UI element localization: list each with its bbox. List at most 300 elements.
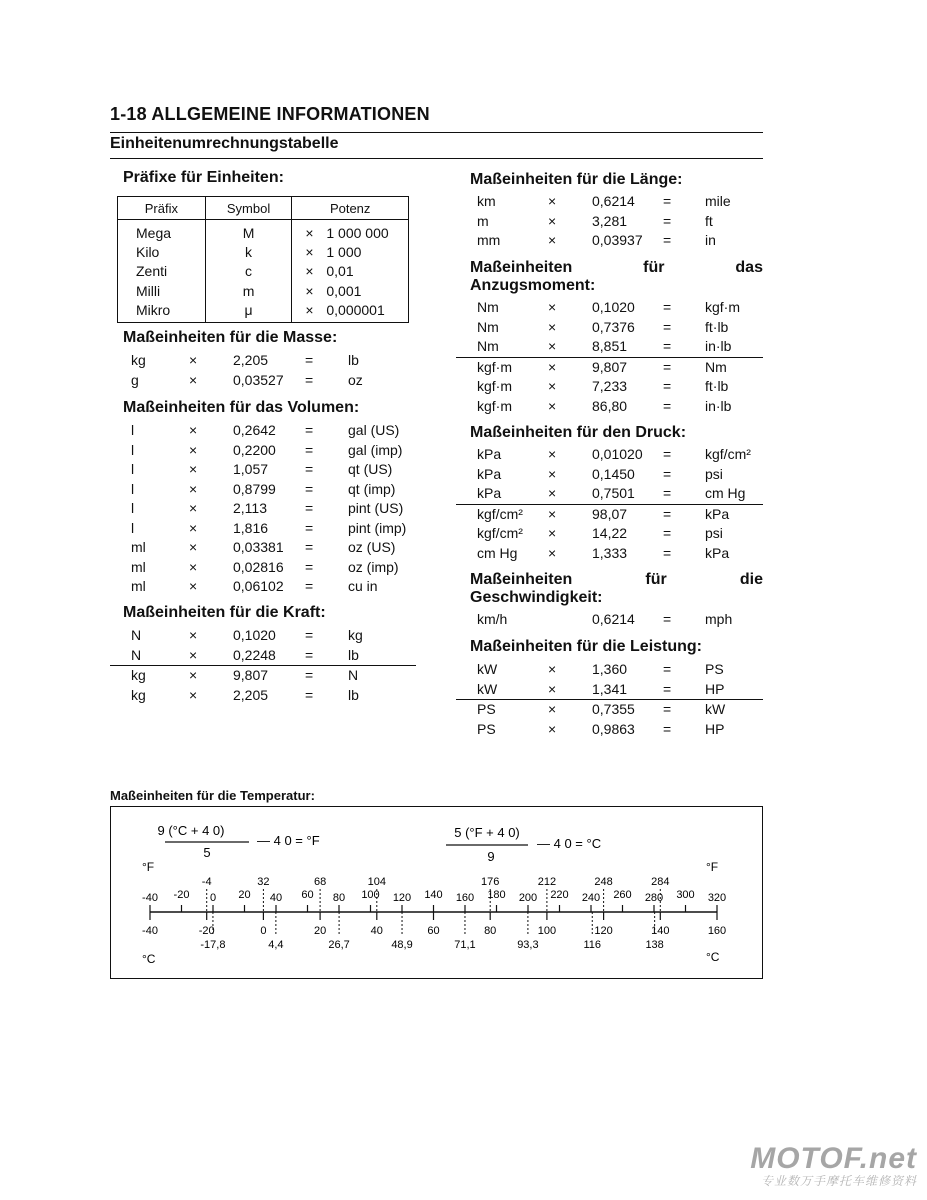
unit-to: kW (705, 701, 726, 717)
conversion-row (456, 465, 763, 485)
operator: × (548, 544, 557, 561)
operator: × (189, 578, 198, 594)
row-indent (456, 377, 477, 397)
factor: 0,02816 (233, 558, 284, 575)
watermark (750, 1142, 917, 1189)
times-sign: × (305, 244, 314, 261)
unit-to: lb (348, 646, 416, 666)
equals: = (305, 352, 314, 368)
equals: = (663, 505, 672, 522)
factor: 98,07 (592, 505, 628, 522)
fahrenheit-marker-label: 32 (257, 876, 270, 888)
equals: = (663, 544, 672, 561)
prefix-power (292, 262, 409, 281)
prefix-symbol: m (205, 281, 292, 300)
fahrenheit-marker-label: -4 (201, 876, 212, 888)
prefix-name: Kilo (118, 242, 206, 261)
fahrenheit-tick-label: -40 (142, 892, 158, 904)
celsius-marker-label: 71,1 (454, 939, 476, 951)
factor: 2,113 (233, 500, 267, 516)
unit-from: kgf·m (477, 378, 512, 394)
unit-from: kPa (477, 465, 502, 482)
celsius-tick-label: 20 (313, 925, 327, 937)
equals: = (663, 465, 672, 482)
unit-from: l (131, 422, 135, 438)
prefix-name: Zenti (118, 262, 206, 281)
equals: = (663, 318, 672, 335)
mass-title: Maßeinheiten für die Masse: (123, 329, 338, 346)
conversion-row (456, 231, 763, 251)
celsius-tick-label: -40 (142, 925, 158, 937)
unit-to: ft·lb (705, 378, 729, 394)
unit-to: pint (US) (348, 500, 404, 516)
speed-title-word: für (645, 571, 667, 588)
unit-to: ft·lb (705, 318, 729, 335)
operator: × (548, 465, 557, 482)
unit-from: l (131, 441, 135, 458)
force-title: Maßeinheiten für die Kraft: (123, 604, 326, 621)
prefix-row (118, 262, 409, 281)
conversion-row (456, 397, 763, 417)
conversion-row (456, 680, 763, 700)
operator: × (548, 318, 557, 335)
unit-to: qt (US) (348, 461, 393, 477)
operator: × (548, 446, 557, 462)
operator: × (189, 539, 198, 555)
torque-table (456, 298, 763, 416)
operator: × (548, 212, 557, 229)
factor: 2,205 (233, 686, 269, 703)
celsius-marker-label: 48,9 (391, 939, 413, 951)
equals: = (305, 539, 314, 555)
fahrenheit-marker-label: 212 (537, 876, 557, 888)
conversion-row (456, 192, 763, 212)
prefix-name: Mikro (118, 301, 206, 323)
conversion-row (456, 445, 763, 465)
unit-from: Nm (477, 299, 499, 315)
table-subtitle: Einheitenumrechnungstabelle (110, 135, 339, 152)
equals: = (663, 661, 672, 677)
conversion-row (456, 720, 763, 740)
factor: 0,2248 (233, 646, 305, 666)
operator: × (189, 500, 198, 516)
row-indent (456, 700, 477, 720)
unit-to: lb (348, 352, 359, 368)
heading-rule (110, 132, 763, 133)
celsius-tick-label: 80 (484, 925, 497, 937)
unit-from: kg (131, 667, 146, 683)
operator: × (189, 441, 198, 458)
fahrenheit-tick-label: -20 (173, 889, 190, 901)
operator: × (548, 720, 557, 737)
equals: = (663, 232, 672, 248)
equals: = (663, 378, 672, 394)
symbol-header: Symbol (205, 197, 292, 220)
factor: 0,1450 (592, 465, 635, 482)
unit-to: HP (705, 680, 763, 700)
factor: 9,807 (233, 667, 269, 683)
conversion-row (456, 700, 763, 720)
row-indent (110, 626, 131, 646)
unit-from: PS (477, 701, 496, 717)
row-indent (456, 231, 477, 251)
celsius-unit-label: °C (142, 952, 156, 966)
torque-title-line2: Anzugsmoment: (470, 277, 596, 294)
fahrenheit-tick-label: 280 (644, 892, 664, 904)
conversion-row (456, 377, 763, 397)
operator: × (548, 193, 557, 209)
conversion-row (456, 524, 763, 544)
unit-from: kgf·m (477, 397, 512, 414)
factor: 1,341 (592, 680, 663, 700)
celsius-tick-label: 0 (260, 925, 267, 937)
factor: 0,01020 (592, 446, 643, 462)
watermark-tagline: 专业数万手摩托车维修资料 (760, 1174, 917, 1188)
unit-to: kgf/cm² (705, 446, 751, 462)
conversion-row (456, 484, 763, 504)
unit-to: in·lb (705, 397, 732, 414)
fahrenheit-tick-label: 260 (613, 889, 632, 901)
row-indent (456, 318, 477, 338)
factor: 0,1020 (233, 627, 276, 643)
unit-from: kW (477, 680, 548, 700)
row-indent (456, 337, 477, 357)
unit-to: oz (imp) (348, 558, 399, 575)
power-title: Maßeinheiten für die Leistung: (470, 638, 703, 655)
factor: 0,7376 (592, 318, 635, 335)
celsius-tick-label: 100 (537, 925, 557, 937)
conversion-row (131, 538, 418, 558)
unit-to: cu in (348, 578, 378, 594)
formula-denominator: 9 (487, 849, 495, 864)
factor: 0,8799 (233, 480, 276, 497)
conversion-row (131, 351, 418, 371)
unit-to: oz (348, 371, 363, 388)
row-indent (456, 680, 477, 700)
celsius-tick-label: 60 (427, 925, 440, 937)
torque-title-word: das (735, 259, 763, 276)
operator: × (548, 505, 557, 522)
unit-from: mm (477, 232, 501, 248)
prefix-power (292, 242, 409, 261)
unit-from: kgf/cm² (477, 525, 523, 541)
celsius-marker-label: 116 (583, 939, 602, 951)
factor: 1,057 (233, 461, 269, 477)
fahrenheit-tick-label: 0 (209, 892, 217, 904)
times-sign: × (305, 282, 314, 299)
equals: = (305, 519, 314, 536)
conversion-row (131, 441, 418, 461)
celsius-marker-label: 138 (645, 939, 664, 951)
unit-from: l (131, 500, 135, 516)
factor: 0,6214 (592, 611, 635, 627)
conversion-row (456, 212, 763, 232)
equals: = (663, 611, 672, 627)
unit-to: kPa (705, 505, 730, 522)
speed-table (456, 610, 763, 630)
power-value: 0,001 (326, 282, 362, 299)
unit-to: gal (US) (348, 422, 400, 438)
speed-title-word: Maßeinheiten (470, 571, 573, 588)
conversion-row (110, 686, 416, 706)
unit-from: l (131, 461, 135, 477)
unit-from: ml (131, 578, 146, 594)
conversion-row (456, 610, 763, 630)
speed-title-line2: Geschwindigkeit: (470, 589, 603, 606)
unit-from: kgf·m (477, 358, 512, 375)
unit-from: m (477, 212, 489, 229)
unit-to: HP (705, 720, 725, 737)
unit-to: mile (705, 193, 731, 209)
equals: = (305, 646, 348, 666)
celsius-tick-label: 160 (707, 925, 727, 937)
equals: = (663, 720, 672, 737)
factor: 14,22 (592, 525, 628, 541)
conversion-row (131, 460, 418, 480)
operator: × (548, 661, 557, 677)
prefix-power (292, 301, 409, 323)
row-indent (110, 686, 131, 706)
factor: 1,816 (233, 519, 269, 536)
operator: × (189, 686, 198, 703)
prefix-name: Milli (118, 281, 206, 300)
unit-to: mph (705, 611, 733, 627)
unit-from: kW (477, 661, 498, 677)
fahrenheit-unit-label: °F (142, 860, 155, 874)
operator: × (189, 461, 198, 477)
times-sign: × (305, 302, 314, 319)
factor: 0,1020 (592, 299, 635, 315)
torque-title-word: Maßeinheiten (470, 259, 573, 276)
factor: 0,03527 (233, 371, 284, 388)
equals: = (305, 627, 314, 643)
operator: × (189, 480, 198, 497)
operator: × (548, 232, 557, 248)
celsius-unit-label: °C (706, 950, 720, 964)
length-title: Maßeinheiten für die Länge: (470, 171, 683, 188)
operator: × (548, 337, 592, 357)
operator: × (548, 525, 557, 541)
unit-from: kg (131, 686, 146, 703)
formula-result: — 4 0 = °F (257, 833, 320, 848)
prefix-symbol: k (205, 242, 292, 261)
conversion-row (131, 421, 418, 441)
equals: = (305, 500, 314, 516)
celsius-tick-label: 120 (594, 925, 613, 937)
prefix-name: Mega (118, 220, 206, 243)
power-value: 1 000 000 (326, 224, 389, 241)
fahrenheit-tick-label: 40 (269, 892, 283, 904)
unit-from: N (131, 646, 189, 666)
fahrenheit-marker-label: 284 (651, 876, 670, 888)
subheading-rule (110, 158, 763, 159)
fahrenheit-tick-label: 140 (424, 889, 443, 901)
fahrenheit-tick-label: 180 (487, 889, 506, 901)
formula-numerator: 9 (°C + 4 0) (157, 823, 225, 838)
factor: 0,7501 (592, 484, 663, 504)
formula-denominator: 5 (203, 845, 211, 860)
conversion-row (456, 660, 763, 680)
fahrenheit-tick-label: 240 (581, 892, 601, 904)
factor: 0,2200 (233, 441, 276, 458)
unit-to: gal (imp) (348, 441, 403, 458)
equals: = (663, 193, 672, 209)
conversion-row (131, 480, 418, 500)
operator (548, 610, 592, 630)
unit-from: cm Hg (477, 544, 518, 561)
equals: = (663, 446, 672, 462)
equals: = (663, 397, 672, 414)
conversion-row (131, 519, 418, 539)
operator: × (548, 397, 557, 414)
fahrenheit-tick-label: 20 (238, 889, 251, 901)
conversion-row (131, 371, 418, 391)
row-indent (110, 646, 131, 666)
factor: 0,7355 (592, 701, 635, 717)
unit-from: kPa (477, 484, 548, 504)
volume-title: Maßeinheiten für das Volumen: (123, 399, 360, 416)
equals: = (305, 686, 314, 703)
prefix-row (118, 242, 409, 261)
temperature-scale (111, 807, 762, 978)
row-indent (456, 524, 477, 544)
celsius-marker-label: 4,4 (268, 939, 284, 951)
operator: × (189, 558, 198, 575)
power-header: Potenz (292, 197, 409, 220)
equals: = (663, 212, 672, 229)
prefix-power (292, 281, 409, 300)
conversion-row (131, 577, 418, 597)
row-indent (456, 610, 477, 630)
prefix-symbol: μ (205, 301, 292, 323)
fahrenheit-tick-label: 120 (392, 892, 412, 904)
row-indent (456, 298, 477, 318)
fahrenheit-tick-label: 320 (707, 892, 727, 904)
equals: = (305, 461, 314, 477)
celsius-tick-label: 140 (651, 925, 670, 937)
conversion-row (131, 558, 418, 578)
factor: 86,80 (592, 397, 628, 414)
operator: × (548, 378, 557, 394)
torque-title (470, 259, 763, 295)
equals: = (663, 701, 672, 717)
unit-to: oz (US) (348, 539, 396, 555)
factor: 8,851 (592, 337, 663, 357)
length-table (456, 192, 763, 251)
fahrenheit-tick-label: 220 (550, 889, 569, 901)
equals: = (663, 358, 672, 375)
fahrenheit-tick-label: 60 (301, 889, 314, 901)
factor: 0,9863 (592, 720, 635, 737)
unit-to: psi (705, 465, 723, 482)
operator: × (189, 519, 198, 536)
unit-to: N (348, 667, 359, 683)
conversion-row (456, 318, 763, 338)
row-indent (456, 397, 477, 417)
unit-from: ml (131, 558, 146, 575)
unit-to: psi (705, 525, 723, 541)
conversion-row (456, 298, 763, 318)
formula-numerator: 5 (°F + 4 0) (454, 825, 520, 840)
row-indent (110, 666, 131, 686)
operator: × (548, 358, 557, 375)
equals: = (305, 667, 314, 683)
watermark-logo: MOTOF.net (750, 1142, 917, 1175)
pressure-table (456, 445, 763, 563)
equals: = (305, 371, 314, 388)
unit-from: kPa (477, 446, 502, 462)
conversion-row (110, 646, 416, 666)
volume-table (131, 421, 418, 597)
unit-to: pint (imp) (348, 519, 407, 536)
unit-to: kgf·m (705, 299, 740, 315)
unit-from: l (131, 519, 135, 536)
fahrenheit-marker-label: 248 (594, 876, 613, 888)
conversion-row (110, 666, 416, 686)
equals: = (663, 680, 705, 700)
temperature-title: Maßeinheiten für die Temperatur: (110, 788, 315, 803)
formula-result: — 4 0 = °C (537, 836, 602, 851)
fahrenheit-tick-label: 300 (676, 889, 695, 901)
conversion-row (131, 499, 418, 519)
row-indent (456, 357, 477, 377)
mass-table (131, 351, 418, 390)
power-table (456, 660, 763, 739)
unit-to: cm Hg (705, 484, 763, 504)
operator: × (548, 701, 557, 717)
times-sign: × (305, 263, 314, 280)
operator: × (548, 680, 592, 700)
temperature-scale-box (110, 806, 763, 979)
unit-to: lb (348, 686, 359, 703)
equals: = (663, 525, 672, 541)
factor: 0,06102 (233, 578, 284, 594)
prefix-row (118, 220, 409, 243)
power-value: 0,000001 (326, 302, 385, 319)
power-value: 0,01 (326, 263, 354, 280)
unit-from: Nm (477, 318, 499, 335)
row-indent (456, 212, 477, 232)
celsius-marker-label: 93,3 (517, 939, 539, 951)
prefix-symbol: c (205, 262, 292, 281)
prefix-table (117, 196, 409, 323)
unit-from: kgf/cm² (477, 505, 523, 522)
unit-to: PS (705, 661, 724, 677)
operator: × (548, 484, 592, 504)
conversion-row (456, 337, 763, 357)
conversion-row (110, 626, 416, 646)
conversion-row (456, 357, 763, 377)
fahrenheit-tick-label: 160 (455, 892, 475, 904)
factor: 2,205 (233, 352, 269, 368)
factor: 0,6214 (592, 193, 635, 209)
prefix-power (292, 220, 409, 243)
row-indent (456, 465, 477, 485)
torque-title-word: für (643, 259, 665, 276)
fahrenheit-marker-label: 68 (313, 876, 327, 888)
operator: × (189, 646, 233, 666)
prefix-row (118, 301, 409, 323)
fahrenheit-unit-label: °F (706, 860, 719, 874)
row-indent (456, 720, 477, 740)
celsius-tick-label: -20 (198, 925, 215, 937)
equals: = (663, 484, 705, 504)
equals: = (305, 480, 314, 497)
celsius-marker-label: -17,8 (200, 939, 226, 951)
unit-from: km (477, 193, 496, 209)
prefix-title: Präfixe für Einheiten: (123, 169, 284, 186)
operator: × (189, 422, 198, 438)
